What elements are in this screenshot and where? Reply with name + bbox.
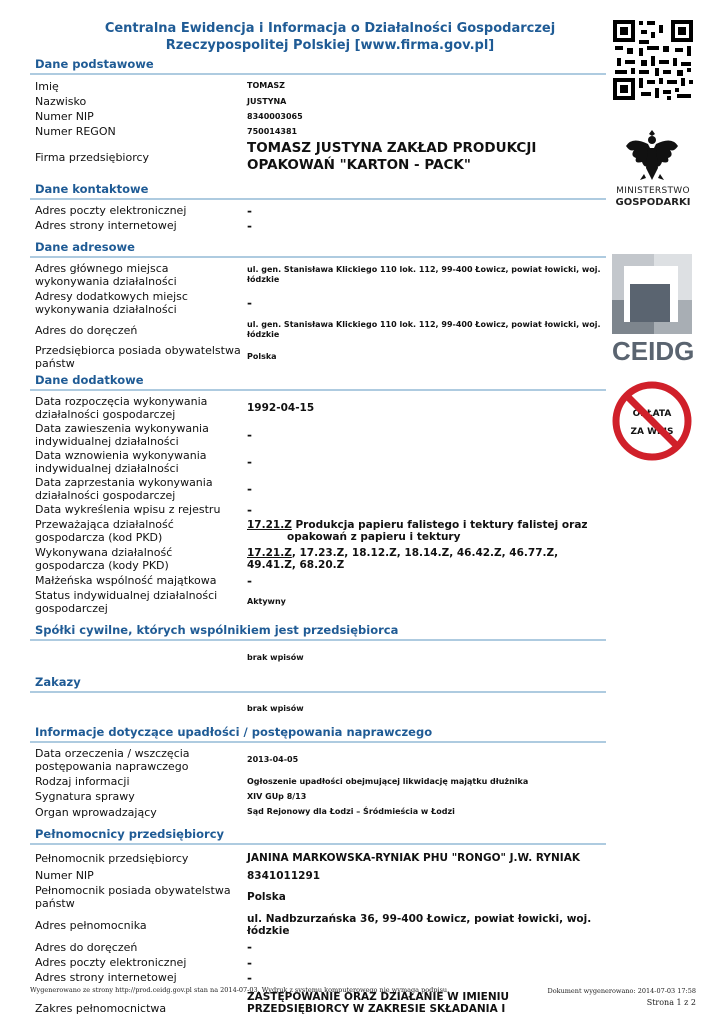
row-firma	[30, 139, 606, 175]
row-bankruptcy-organ	[30, 804, 606, 820]
label: Data orzeczenia / wszczęcia postępowania naprawczego	[35, 747, 190, 773]
value: TOMASZ JUSTYNA ZAKŁAD PRODUKCJI OPAKOWAŃ "KARTON - PACK"	[247, 140, 537, 173]
label: Małżeńska wspólność majątkowa	[35, 574, 217, 587]
value: XIV GUp 8/13	[247, 791, 307, 801]
value	[243, 547, 606, 571]
row-stop-date	[30, 475, 606, 502]
ministry-line-2: GOSPODARKI	[615, 197, 691, 208]
label: Adres głównego miejsca wykonywania działalności	[35, 262, 177, 288]
label: Pełnomocnik posiada obywatelstwa państw	[35, 884, 231, 910]
value	[243, 519, 606, 543]
value: 750014381	[247, 126, 298, 136]
row-all-pkd	[30, 545, 606, 573]
value: ul. gen. Stanisława Klickiego 110 lok. 112, 99-400 Łowicz, powiat łowicki, woj. łódzkie	[247, 265, 601, 284]
value: brak wpisów	[247, 653, 304, 662]
section-title-basic: Dane podstawowe	[30, 54, 606, 75]
row-bankruptcy-date	[30, 746, 606, 774]
row-nazwisko	[30, 94, 606, 109]
value: -	[247, 940, 252, 954]
row-bankruptcy-signature	[30, 789, 606, 804]
row-resume-date	[30, 448, 606, 475]
value: 2013-04-05	[247, 755, 299, 764]
label: Rodzaj informacji	[35, 775, 130, 788]
label: Nazwisko	[35, 95, 87, 108]
ministry-line-1: MINISTERSTWO	[616, 186, 690, 196]
section-title-proxy: Pełnomocnicy przedsiębiorcy	[30, 824, 606, 845]
value: ul. Nadbzurzańska 36, 99-400 Łowicz, powiat łowicki, woj. łódzkie	[247, 913, 592, 937]
document-header	[60, 20, 600, 54]
value: 8340003065	[247, 111, 303, 121]
row-main-pkd	[30, 517, 606, 545]
label: Status indywidualnej działalności gospodarczej	[35, 589, 218, 615]
label: Adres pełnomocnika	[35, 918, 147, 932]
row-status	[30, 588, 606, 616]
section-title-extra: Dane dodatkowe	[30, 370, 606, 391]
value: JANINA MARKOWSKA-RYNIAK PHU "RONGO" J.W. RYNIAK	[247, 852, 580, 864]
section-title-bans: Zakazy	[30, 672, 606, 693]
ceidg-wordmark: CEIDG	[612, 336, 695, 366]
value: brak wpisów	[247, 704, 304, 713]
value: -	[247, 218, 252, 233]
pkd-code-link[interactable]: 17.21.Z	[247, 519, 292, 531]
row-marital	[30, 573, 606, 588]
value: Ogłoszenie upadłości obejmującej likwidację majątku dłużnika	[247, 776, 529, 786]
ceidg-logo-icon	[612, 254, 692, 334]
row-proxy-email	[30, 955, 606, 970]
value: Polska	[247, 351, 277, 361]
header-line-2: Rzeczypospolitej Polskiej [www.firma.gov.pl]	[165, 38, 495, 53]
label: Adresy dodatkowych miejsc wykonywania działalności	[35, 290, 188, 316]
label: Adres poczty elektronicznej	[35, 204, 187, 217]
value: Aktywny	[247, 597, 286, 606]
document-body	[30, 54, 606, 1015]
label: Adres do doręczeń	[35, 323, 138, 337]
pkd-code-link[interactable]: 17.21.Z	[247, 547, 292, 559]
value: ul. gen. Stanisława Klickiego 110 lok. 112, 99-400 Łowicz, powiat łowicki, woj. łódzkie	[247, 320, 601, 339]
row-www	[30, 218, 606, 233]
header-line-1: Centralna Ewidencja i Informacja o Działalności Gospodarczej	[104, 21, 556, 36]
label: Data rozpoczęcia wykonywania działalności gospodarczej	[35, 394, 208, 421]
value: 8341011291	[247, 869, 321, 882]
value: -	[247, 454, 252, 469]
row-bans	[30, 696, 606, 722]
row-bankruptcy-kind	[30, 774, 606, 789]
row-nip	[30, 109, 606, 124]
polish-eagle-emblem-icon	[622, 124, 682, 184]
section-title-civil: Spółki cywilne, których wspólnikiem jest przedsiębiorca	[30, 620, 606, 641]
value: -	[247, 203, 252, 218]
label: Wykonywana działalność gospodarcza (kody PKD)	[35, 546, 173, 572]
stamp-line-2: ZA WPIS	[630, 427, 674, 437]
row-citizenship	[30, 343, 606, 370]
value: -	[247, 296, 252, 310]
prohibition-slash-icon	[610, 379, 694, 463]
pkd-description-2: opakowań z papieru i tektury	[287, 531, 461, 543]
label: Adres do doręczeń	[35, 940, 138, 954]
value: -	[247, 427, 252, 442]
label: Przedsiębiorca posiada obywatelstwa państw	[35, 343, 241, 370]
pkd-codes-rest: , 17.23.Z, 18.12.Z, 18.14.Z, 46.42.Z, 46.77.Z, 49.41.Z, 68.20.Z	[247, 547, 559, 571]
label: Adres strony internetowej	[35, 219, 177, 232]
label: Sygnatura sprawy	[35, 790, 135, 803]
row-suspend-date	[30, 421, 606, 448]
footer-generated-date: Dokument wygenerowano: 2014-07-03 17:58	[547, 987, 696, 995]
section-title-address: Dane adresowe	[30, 237, 606, 258]
label: Przeważająca działalność gospodarcza (kod PKD)	[35, 518, 174, 544]
row-start-date	[30, 394, 606, 421]
stamp-line-1: OPŁATA	[632, 409, 672, 419]
label: Firma przedsiębiorcy	[35, 150, 150, 164]
row-delete-date	[30, 502, 606, 517]
footer-generated-note: Wygenerowano ze strony http://prod.ceidg.gov.pl stan na 2014-07-03. Wydruk z systemu komputerowego nie wymaga podpisu.	[30, 986, 450, 994]
row-extra-address	[30, 289, 606, 317]
pkd-description-1: Produkcja papieru falistego i tektury falistej oraz	[295, 519, 588, 531]
value: -	[247, 970, 252, 985]
label: Numer NIP	[35, 869, 94, 882]
label: Zakres pełnomocnictwa	[35, 1002, 167, 1015]
fee-stamp	[610, 379, 694, 463]
value: ZASTĘPOWANIE ORAZ DZIAŁANIE W IMIENIU PRZEDSIĘBIORCY W ZAKRESIE SKŁADANIA I	[247, 991, 510, 1015]
value: Polska	[247, 891, 286, 903]
row-regon	[30, 124, 606, 139]
sidebar-graphics	[608, 18, 698, 463]
row-proxy-name	[30, 848, 606, 868]
value: -	[247, 502, 252, 517]
footer-page-number: Strona 1 z 2	[646, 998, 696, 1007]
value: -	[247, 955, 252, 970]
value: -	[247, 481, 252, 496]
ministry-name	[608, 186, 698, 208]
value: Sąd Rejonowy dla Łodzi – Śródmieścia w Łodzi	[247, 807, 455, 816]
label: Adres poczty elektronicznej	[35, 956, 187, 969]
value: TOMASZ	[247, 81, 285, 90]
label: Adres strony internetowej	[35, 971, 177, 984]
row-proxy-nip	[30, 868, 606, 883]
row-civil	[30, 644, 606, 672]
footer-meta	[548, 986, 697, 1008]
label: Data zaprzestania wykonywania działalności gospodarczej	[35, 475, 213, 502]
label: Numer NIP	[35, 110, 94, 123]
row-main-address	[30, 261, 606, 289]
row-proxy-citizenship	[30, 883, 606, 911]
value: -	[247, 573, 252, 588]
qr-code-icon	[611, 18, 695, 102]
section-title-contact: Dane kontaktowe	[30, 179, 606, 200]
row-delivery-address	[30, 317, 606, 343]
row-imie	[30, 78, 606, 94]
row-proxy-address	[30, 911, 606, 939]
label: Organ wprowadzający	[35, 805, 157, 819]
label: Data zawieszenia wykonywania indywidualnej działalności	[35, 421, 209, 448]
label: Imię	[35, 79, 59, 93]
row-proxy-delivery	[30, 939, 606, 955]
value: 1992-04-15	[247, 401, 315, 414]
row-email	[30, 203, 606, 218]
value: JUSTYNA	[247, 96, 287, 106]
label: Data wykreślenia wpisu z rejestru	[35, 503, 221, 516]
label: Numer REGON	[35, 125, 116, 138]
section-title-bankruptcy: Informacje dotyczące upadłości / postępowania naprawczego	[30, 722, 606, 743]
label: Pełnomocnik przedsiębiorcy	[35, 851, 189, 865]
row-proxy-www	[30, 970, 606, 985]
label: Data wznowienia wykonywania indywidualnej działalności	[35, 448, 207, 475]
